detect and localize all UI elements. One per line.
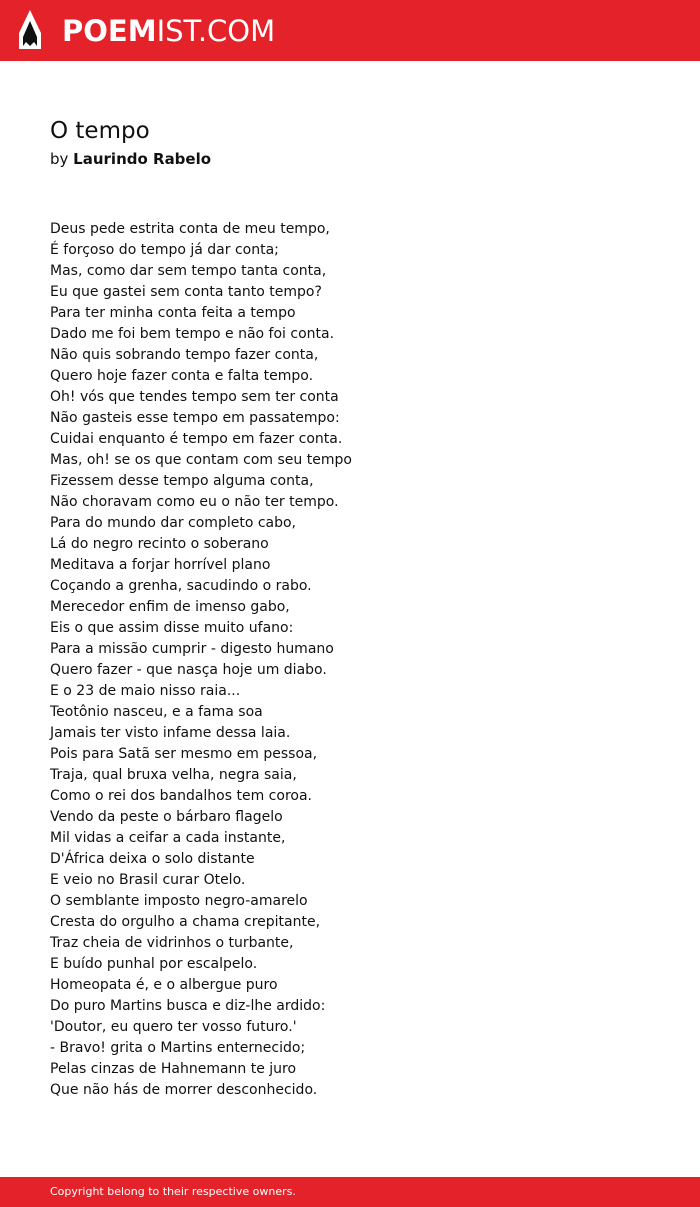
poem-line: Lá do negro recinto o soberano — [50, 536, 269, 552]
poem-line: Quero hoje fazer conta e falta tempo. — [50, 368, 314, 384]
poem-line: Eis o que assim disse muito ufano: — [50, 620, 294, 636]
poem-line: - Bravo! grita o Martins enternecido; — [50, 1040, 306, 1056]
poem-line: Meditava a forjar horrível plano — [50, 557, 271, 573]
poem-line: Para a missão cumprir - digesto humano — [50, 641, 334, 657]
poem-line: Não quis sobrando tempo fazer conta, — [50, 347, 319, 363]
poem-line: E veio no Brasil curar Otelo. — [50, 872, 246, 888]
poem-line: Como o rei dos bandalhos tem coroa. — [50, 788, 312, 804]
poem-line: Mil vidas a ceifar a cada instante, — [50, 830, 286, 846]
poem-line: Quero fazer - que nasça hoje um diabo. — [50, 662, 327, 678]
poem-line: Merecedor enfim de imenso gabo, — [50, 599, 290, 615]
poem-line: Homeopata é, e o albergue puro — [50, 977, 278, 993]
poem-line: E o 23 de maio nisso raia... — [50, 683, 241, 699]
site-footer — [0, 1177, 700, 1207]
poem-line: Mas, como dar sem tempo tanta conta, — [50, 263, 327, 279]
poem-byline — [50, 148, 211, 170]
poem-line: E buído punhal por escalpelo. — [50, 956, 258, 972]
poem-line: Oh! vós que tendes tempo sem ter conta — [50, 389, 339, 405]
poem-line: Cuidai enquanto é tempo em fazer conta. — [50, 431, 343, 447]
poem-line: Não gasteis esse tempo em passatempo: — [50, 410, 340, 426]
poem-line: Pois para Satã ser mesmo em pessoa, — [50, 746, 318, 762]
poem-line: Deus pede estrita conta de meu tempo, — [50, 221, 330, 237]
poem-line: Pelas cinzas de Hahnemann te juro — [50, 1061, 297, 1077]
poem-line: Jamais ter visto infame dessa laia. — [50, 725, 291, 741]
poem-body — [50, 219, 670, 1101]
logo-bold-text: POEM — [62, 14, 157, 48]
poem-line: Coçando a grenha, sacudindo o rabo. — [50, 578, 312, 594]
poem-author: Laurindo Rabelo — [73, 150, 212, 168]
poem-title: O tempo — [50, 118, 150, 144]
poem-line: Do puro Martins busca e diz-lhe ardido: — [50, 998, 326, 1014]
poem-line: É forçoso do tempo já dar conta; — [50, 242, 279, 258]
logo-light-text: IST.COM — [156, 14, 276, 48]
poem-line: Eu que gastei sem conta tanto tempo? — [50, 284, 322, 300]
poem-line: Para ter minha conta feita a tempo — [50, 305, 296, 321]
by-prefix: by — [50, 150, 74, 168]
poem-line: Mas, oh! se os que contam com seu tempo — [50, 452, 352, 468]
poem-line: Teotônio nasceu, e a fama soa — [50, 704, 263, 720]
poem-line: D'África deixa o solo distante — [50, 851, 255, 867]
poem-line: Traja, qual bruxa velha, negra saia, — [50, 767, 297, 783]
poem-line: Cresta do orgulho a chama crepitante, — [50, 914, 321, 930]
poem-line: Vendo da peste o bárbaro flagelo — [50, 809, 283, 825]
site-header — [0, 0, 700, 61]
poem-line: Não choravam como eu o não ter tempo. — [50, 494, 339, 510]
copyright-text: Copyright belong to their respective owners. — [50, 1185, 296, 1198]
poem-line: Traz cheia de vidrinhos o turbante, — [50, 935, 294, 951]
poem-line: Para do mundo dar completo cabo, — [50, 515, 297, 531]
site-logo[interactable] — [62, 11, 275, 51]
pencil-tip-icon[interactable] — [17, 9, 43, 51]
poem-line: Que não hás de morrer desconhecido. — [50, 1082, 318, 1098]
poem-line: 'Doutor, eu quero ter vosso futuro.' — [50, 1019, 297, 1035]
poem-line: Dado me foi bem tempo e não foi conta. — [50, 326, 335, 342]
poem-line: Fizessem desse tempo alguma conta, — [50, 473, 314, 489]
poem-line: O semblante imposto negro-amarelo — [50, 893, 308, 909]
